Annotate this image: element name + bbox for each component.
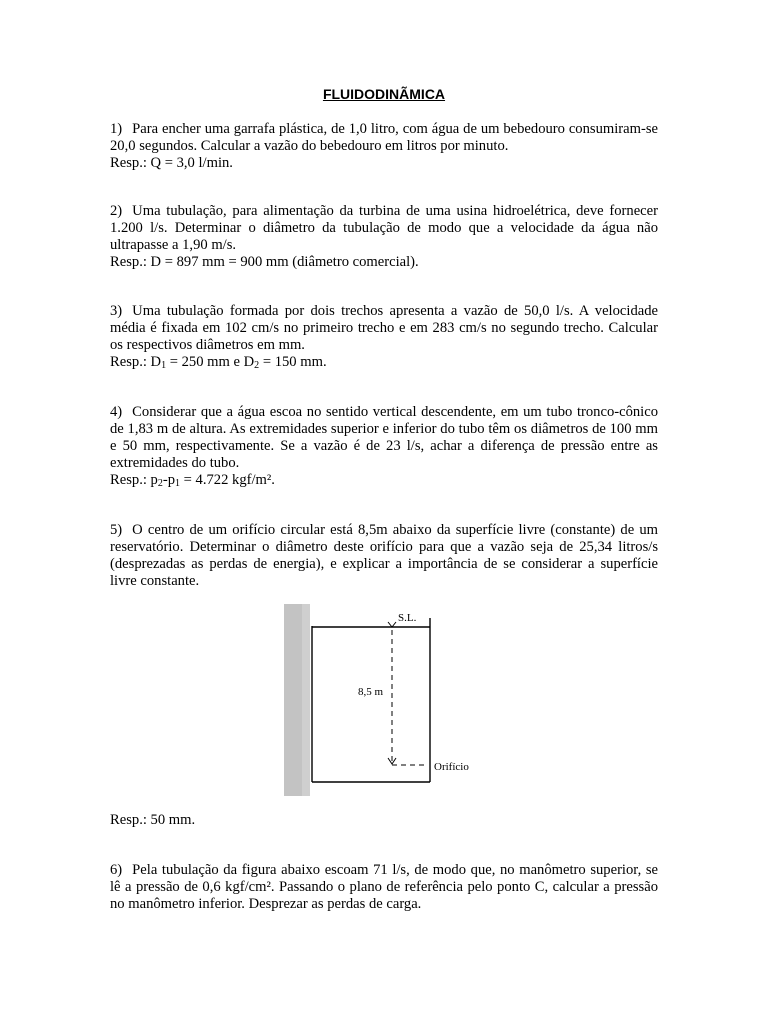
surface-label: S.L.: [398, 612, 417, 624]
surface-marker: [388, 622, 396, 627]
reservoir-diagram: [284, 604, 484, 796]
page-title: FLUIDODINÃMICA: [322, 86, 446, 102]
orifice-label: Orifício: [434, 761, 469, 773]
problem-2-statement: [110, 203, 658, 254]
problem-3-statement: [110, 303, 658, 354]
depth-label: 8,5 m: [358, 686, 384, 698]
problem-2-answer: Resp.: D = 897 mm = 900 mm (diâmetro comercial).: [110, 254, 419, 270]
problem-4: [110, 404, 658, 489]
answer-part: -p: [162, 472, 176, 488]
problem-5-number: 5): [110, 522, 123, 538]
problem-5-statement: [110, 522, 658, 590]
problem-5-answer: Resp.: 50 mm.: [110, 812, 196, 828]
problem-2: [110, 203, 658, 271]
answer-subscript: 2: [157, 478, 163, 489]
answer-subscript: 1: [175, 478, 181, 489]
answer-part: Resp.: D: [110, 354, 162, 370]
problem-1-number: 1): [110, 121, 123, 137]
problem-3-number: 3): [110, 303, 123, 319]
answer-part: = 4.722 kgf/m².: [180, 472, 275, 488]
problem-4-answer: [110, 472, 658, 489]
problem-6-text: Pela tubulação da figura abaixo escoam 71 l/s, de modo que, no manômetro superior, se lê a pressão de 0,6 kgf/cm². Passando o plano de referência pelo ponto C, calcular a pressão no manômetro inferior. Desprezar as perdas de carga.: [110, 862, 658, 912]
answer-subscript: 2: [254, 360, 260, 371]
problem-3: [110, 303, 658, 371]
problem-1-statement: [110, 121, 658, 155]
problem-1: [110, 121, 658, 172]
problem-2-text: Uma tubulação, para alimentação da turbina de uma usina hidroelétrica, deve fornecer 1.200 l/s. Determinar o diâmetro da tubulação de modo que a velocidade da água não ultrapasse a 1,90 m/s.: [110, 203, 658, 253]
problem-4-number: 4): [110, 404, 123, 420]
problem-6-statement: [110, 862, 658, 913]
problem-4-statement: [110, 404, 658, 472]
problem-6-number: 6): [110, 862, 123, 878]
answer-part: Resp.: p: [110, 472, 158, 488]
problem-6: [110, 862, 658, 913]
problem-1-text: Para encher uma garrafa plástica, de 1,0 litro, com água de um bebedouro consumiram-se 20,0 segundos. Calcular a vazão do bebedouro em litros por minuto.: [110, 121, 658, 154]
answer-subscript: 1: [161, 360, 167, 371]
problem-3-answer: [110, 354, 658, 371]
problem-4-text: Considerar que a água escoa no sentido vertical descendente, em um tubo tronco-cônico de 1,83 m de altura. As extremidades superior e inferior do tubo têm os diâmetros de 100 mm e 50 mm, respectivamente. Se a vazão é de 23 l/s, achar a diferença de pressão entre as extremidades do tubo.: [110, 404, 658, 471]
problem-5: [110, 522, 658, 590]
problem-5-text: O centro de um orifício circular está 8,5m abaixo da superfície livre (constante) de um reservatório. Determinar o diâmetro deste orifício para que a vazão seja de 25,34 litros/s (desprezadas as perdas de energia), e explicar a importância de se considerar a superfície livre constante.: [110, 522, 658, 589]
answer-part: = 150 mm.: [259, 354, 327, 370]
problem-3-text: Uma tubulação formada por dois trechos apresenta a vazão de 50,0 l/s. A velocidade média é fixada em 102 cm/s no primeiro trecho e em 283 cm/s no segundo trecho. Calcular os respectivos diâmetros em mm.: [110, 303, 658, 353]
reservoir-figure: [284, 604, 484, 796]
problem-2-number: 2): [110, 203, 123, 219]
problem-1-answer: Resp.: Q = 3,0 l/min.: [110, 155, 233, 171]
answer-part: = 250 mm e D: [166, 354, 255, 370]
